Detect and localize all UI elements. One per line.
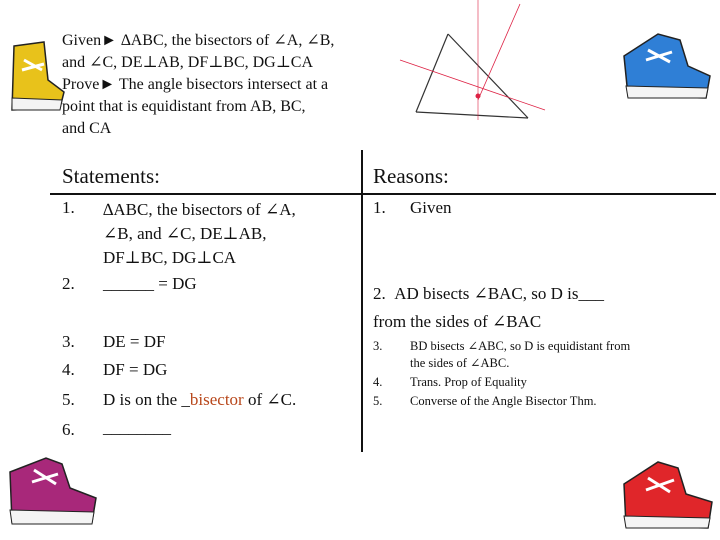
reason-5-num: 5.: [373, 394, 383, 408]
statement-3: DE = DF: [103, 332, 166, 351]
statement-3-num: 3.: [62, 332, 75, 351]
statement-5: [103, 388, 296, 412]
statement-1-line-2: ∠B, and ∠C, DE⊥AB,: [103, 224, 267, 243]
statement-1-num: 1.: [62, 198, 75, 217]
statement-1: [103, 198, 296, 270]
statement-6: ________: [103, 418, 171, 437]
triangle-side-bc: [416, 112, 528, 118]
statement-5-prefix: D is on the _: [103, 390, 190, 409]
reason-3: [410, 338, 630, 372]
statement-1-line-3: DF⊥BC, DG⊥CA: [103, 248, 237, 267]
statement-2: ______ = DG: [103, 274, 197, 293]
statement-5-suffix: of ∠C.: [243, 390, 297, 409]
prove-line-1: Prove► The angle bisectors intersect at a: [62, 76, 329, 93]
blue-sneaker-icon: [618, 26, 714, 106]
reasons-header: Reasons:: [373, 164, 449, 188]
statement-5-num: 5.: [62, 390, 75, 409]
reason-3-num: 3.: [373, 339, 383, 353]
reason-5: Converse of the Angle Bisector Thm.: [410, 394, 597, 408]
statements-header: Statements:: [62, 164, 160, 188]
purple-sneaker-icon: [4, 452, 100, 532]
bisector-line-a: [478, 4, 520, 100]
reason-2: [373, 282, 604, 334]
statement-2-num: 2.: [62, 274, 75, 293]
given-line-1: Given► ∆ABC, the bisectors of ∠A, ∠B,: [62, 32, 335, 49]
statement-1-line-1: ∆ABC, the bisectors of ∠A,: [103, 200, 296, 219]
incenter-point: [476, 94, 481, 99]
statement-4: DF = DG: [103, 360, 168, 379]
triangle-side-ac: [448, 34, 528, 118]
triangle-diagram: [370, 0, 570, 130]
red-sneaker-icon: [612, 452, 716, 536]
reason-1: Given: [410, 198, 452, 217]
reason-4-num: 4.: [373, 375, 383, 389]
reason-2-line-2: from the sides of ∠BAC: [373, 312, 542, 331]
reason-4: Trans. Prop of Equality: [410, 375, 527, 389]
reason-3-line-2: the sides of ∠ABC.: [410, 356, 510, 370]
triangle-side-ab: [416, 34, 448, 112]
reason-2-num: 2.: [373, 284, 386, 303]
bisector-line-b: [400, 60, 545, 110]
table-horizontal-rule: [50, 193, 716, 195]
prove-line-3: and CA: [62, 120, 112, 137]
reason-1-num: 1.: [373, 198, 386, 217]
statement-5-answer: bisector: [189, 390, 244, 409]
yellow-sneaker-icon: [4, 40, 70, 114]
statement-6-num: 6.: [62, 420, 75, 439]
statement-4-num: 4.: [62, 360, 75, 379]
given-prove-block: [62, 30, 392, 140]
reason-2-line-1: AD bisects ∠BAC, so D is___: [394, 284, 605, 303]
reason-3-line-1: BD bisects ∠ABC, so D is equidistant from: [410, 339, 631, 353]
given-line-2: and ∠C, DE⊥AB, DF⊥BC, DG⊥CA: [62, 54, 314, 71]
table-vertical-rule: [361, 150, 363, 452]
prove-line-2: point that is equidistant from AB, BC,: [62, 98, 306, 115]
